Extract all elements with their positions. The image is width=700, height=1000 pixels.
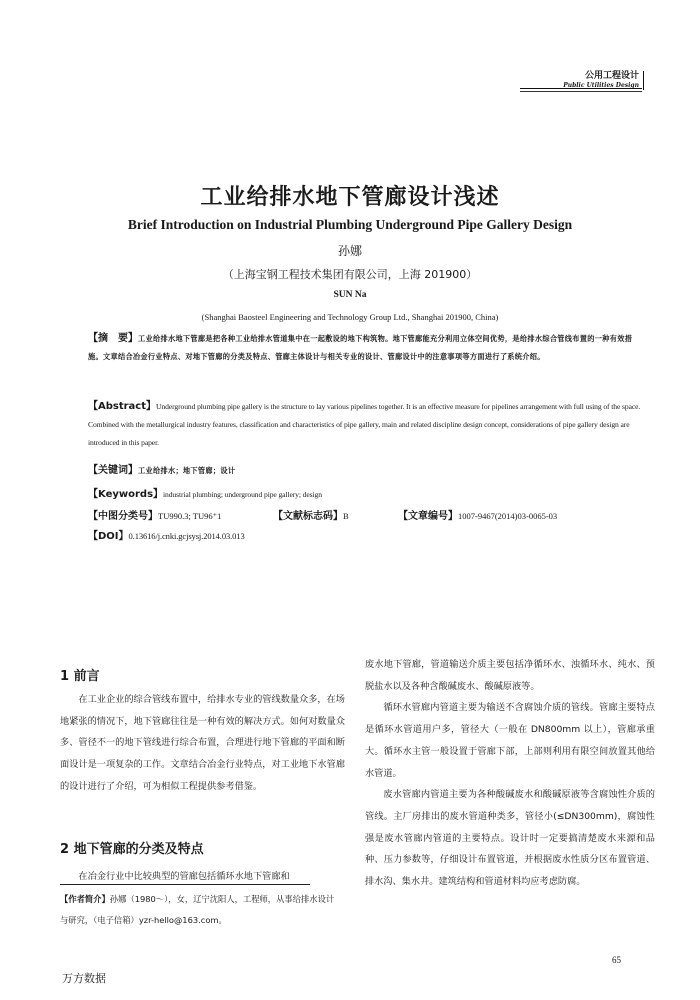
keywords-cn-label: 【关键词】 (88, 465, 138, 476)
affiliation-en: (Shanghai Baosteel Engineering and Technology Group Ltd., Shanghai 201900, China) (201, 312, 499, 322)
section-1-body (60, 689, 345, 798)
clc-code (88, 507, 273, 526)
keywords-en-text: industrial plumbing; underground pipe gallery; design (163, 490, 322, 499)
right-column (365, 654, 655, 893)
journal-name-cn: 公用工程设计 (584, 71, 639, 81)
header-rule (520, 88, 642, 89)
article-value: 1007-9467(2014)03-0065-03 (458, 511, 558, 521)
article-label: 【文章编号】 (398, 511, 458, 522)
keywords-cn (88, 462, 644, 480)
page-number: 65 (612, 955, 621, 965)
affiliation-cn: （上海宝钢工程技术集团有限公司，上海 201900） (222, 268, 478, 281)
author-note (60, 889, 342, 931)
author-en: SUN Na (333, 290, 367, 300)
right-paragraph-2: 循环水管廊内管道主要为输送不含腐蚀介质的管线。管廊主要特点是循环水管道用户多，管径大（一般在 DN800mm 以上），管廊承重大。循环水主管一般设置于管廊下部，上部则利用有限空间放置其他给水管道。 (365, 702, 655, 779)
doc-code-value: B (343, 511, 349, 521)
section-1-paragraph: 在工业企业的综合管线布置中，给排水专业的管线数量众多，在场地紧张的情况下，地下管廊往往是一种有效的解决方式。如何对数量众多、管径不一的地下管线进行综合布置，合理进行地下管廊的平面和断面设计是一项复杂的工作。文章结合冶金行业特点，对工业地下水管廊的设计进行了介绍，可为相似工程提供参考借鉴。 (60, 694, 345, 792)
abstract-en-label: 【Abstract】 (88, 401, 157, 412)
section-1-heading: 1 前言 (60, 669, 100, 684)
doi-value: 0.13616/j.cnki.gcjsysj.2014.03.013 (128, 531, 245, 541)
keywords-cn-text: 工业给排水；地下管廊；设计 (138, 466, 236, 475)
header-rule-thin (520, 91, 642, 92)
journal-name-en: Public Utilities Design (563, 82, 639, 89)
clc-label: 【中图分类号】 (88, 511, 158, 522)
doi-row (88, 527, 644, 546)
section-2-paragraph-start: 在冶金行业中比较典型的管廊包括循环水地下管廊和 (78, 871, 290, 882)
right-paragraph-1: 废水地下管廊，管道输送介质主要包括净循环水、浊循环水、纯水、预脱盐水以及各种含酸碱废水、酸碱原液等。 (365, 659, 655, 692)
watermark: 万方数据 (62, 972, 106, 985)
keywords-en (88, 486, 644, 504)
right-paragraph-3: 废水管廊内管道主要为各种酸碱废水和酸碱原液等含腐蚀性介质的管线。主厂房排出的废水管道种类多，管径小(≤DN300mm)，腐蚀性强是废水管廊内管道的主要特点。设计时一定要搞清楚废水来源和品种、压力参数等，仔细设计布置管道，并根据废水性质分区布置管道、排水沟、集水井。建筑结构和管道材料均应考虑防腐。 (365, 789, 655, 888)
title-cn: 工业给排水地下管廊设计浅述 (200, 185, 500, 210)
clc-value: TU990.3; TU96⁺1 (158, 511, 222, 521)
author-note-text: 孙娜（1980～），女，辽宁沈阳人，工程师，从事给排水设计与研究，（电子信箱）yzr-hello@163.com。 (60, 894, 335, 925)
footnote-rule (60, 884, 310, 885)
classification-row (88, 507, 644, 526)
document-code (273, 507, 398, 526)
abstract-cn-text: 工业给排水地下管廊是把各种工业给排水管道集中在一起敷设的地下构筑物。地下管廊能充分利用立体空间优势，是给排水综合管线布置的一种有效措施。文章结合冶金行业特点、对地下管廊的分类及特点、管廊主体设计与相关专业的设计、管廊设计中的注意事项等方面进行了系统介绍。 (88, 334, 633, 361)
title-en: Brief Introduction on Industrial Plumbing Underground Pipe Gallery Design (127, 217, 573, 232)
article-number (398, 512, 557, 522)
section-2-heading: 2 地下管廊的分类及特点 (60, 842, 204, 857)
author-note-label: 【作者简介】 (60, 894, 110, 904)
abstract-cn-label: 【摘 要】 (88, 333, 138, 344)
abstract-en-text: Underground plumbing pipe gallery is the structure to lay various pipelines together. It is an effective measure for pipelines arrangement with full using of the space. Combined with the metallurgical industry features, classification and characteristics of pipe gallery, main and related discipline design concept, considerations of pipe gallery design are introduced in this paper. (88, 402, 641, 447)
author-cn: 孙娜 (337, 244, 362, 258)
abstract-en (88, 398, 644, 458)
doi-label: 【DOI】 (88, 531, 129, 542)
doc-code-label: 【文献标志码】 (273, 511, 343, 522)
abstract-cn (88, 330, 644, 390)
keywords-en-label: 【Keywords】 (88, 489, 164, 500)
